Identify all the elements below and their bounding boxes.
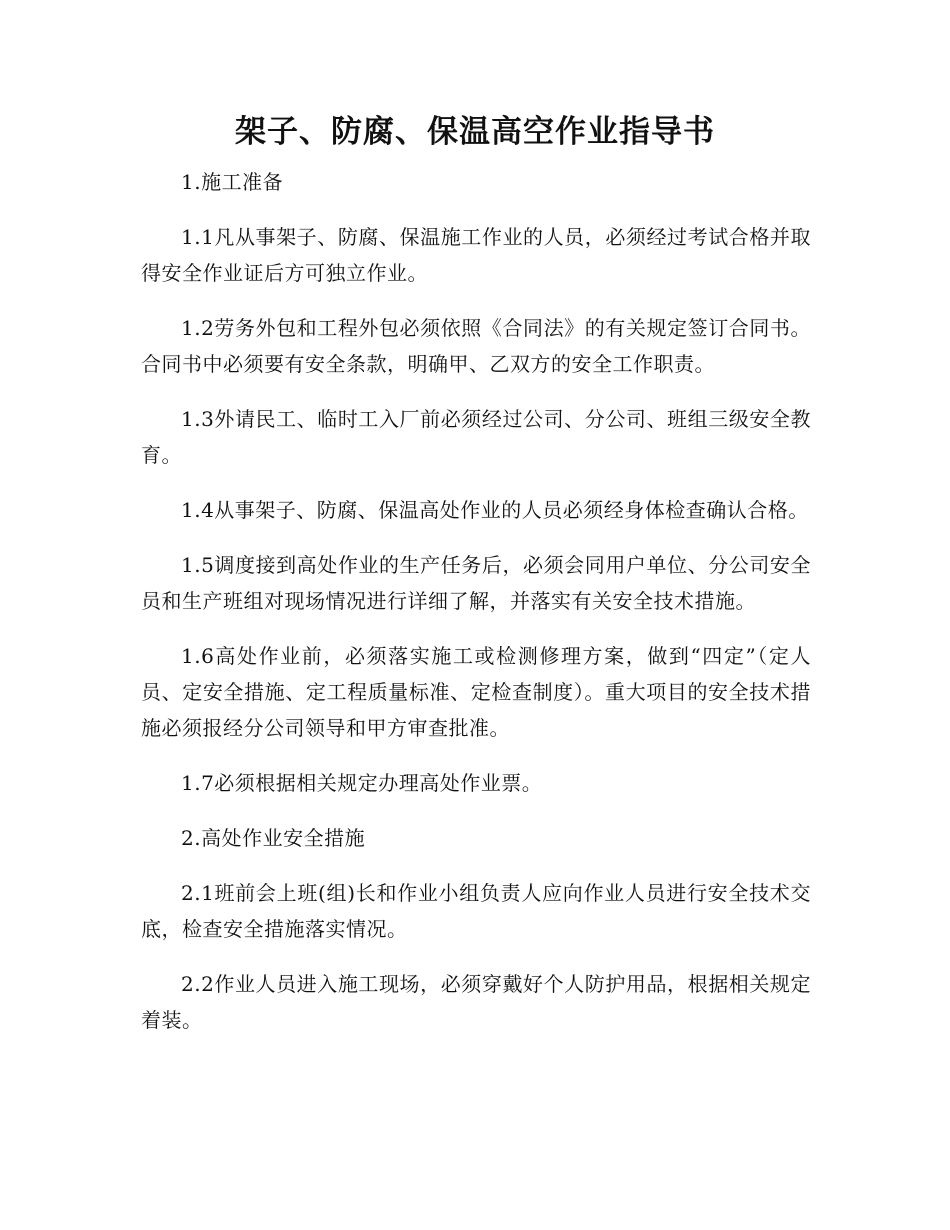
paragraph-1-6: 1.6高处作业前，必须落实施工或检测修理方案，做到“四定”（定人员、定安全措施、定工程质量标准、定检查制度）。重大项目的安全技术措施必须报经分公司领导和甲方审查批准。 bbox=[141, 644, 811, 740]
paragraph-1-5: 1.5调度接到高处作业的生产任务后，必须会同用户单位、分公司安全员和生产班组对现场情况进行详细了解，并落实有关安全技术措施。 bbox=[141, 553, 811, 613]
paragraph-1-4: 1.4从事架子、防腐、保温高处作业的人员必须经身体检查确认合格。 bbox=[181, 498, 809, 522]
document-body bbox=[141, 164, 811, 1057]
paragraph-2-2: 2.2作业人员进入施工现场，必须穿戴好个人防护用品，根据相关规定着装。 bbox=[141, 972, 811, 1032]
paragraph-1-3: 1.3外请民工、临时工入厂前必须经过公司、分公司、班组三级安全教育。 bbox=[141, 407, 811, 467]
section-heading-2: 2.高处作业安全措施 bbox=[181, 826, 366, 850]
document-title: 架子、防腐、保温高空作业指导书 bbox=[235, 114, 715, 150]
paragraph-2-1: 2.1班前会上班(组)长和作业小组负责人应向作业人员进行安全技术交底，检查安全措施落实情况。 bbox=[141, 881, 811, 941]
paragraph-1-2: 1.2劳务外包和工程外包必须依照《合同法》的有关规定签订合同书。合同书中必须要有安全条款，明确甲、乙双方的安全工作职责。 bbox=[141, 316, 811, 376]
section-heading-1: 1.施工准备 bbox=[181, 170, 284, 194]
paragraph-1-1: 1.1凡从事架子、防腐、保温施工作业的人员，必须经过考试合格并取得安全作业证后方可独立作业。 bbox=[141, 225, 811, 285]
paragraph-1-7: 1.7必须根据相关规定办理高处作业票。 bbox=[181, 771, 543, 795]
